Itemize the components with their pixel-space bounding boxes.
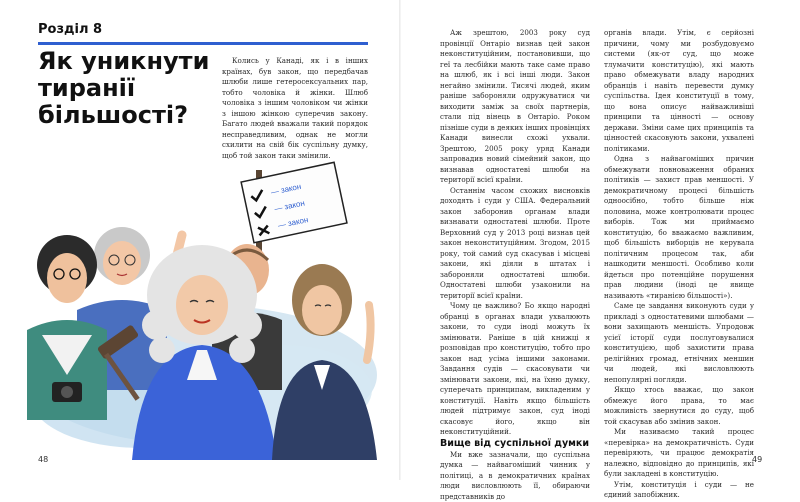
chapter-title xyxy=(38,48,213,129)
placard-line-3: — закон xyxy=(277,215,309,230)
paragraph: Утім, конституція і суди — не єдиний запобіжник. xyxy=(604,480,754,501)
right-page xyxy=(400,0,800,480)
section-rule xyxy=(38,42,368,45)
paragraph: Ми називаємо такий процес «перевірка» на демократичність. Суди перевіряють, чи працює демократія належно, відповідно до принципів, які були закладені в конституцію. xyxy=(604,427,754,480)
paragraph: Останнім часом схожих висновків доходять і суди у США. Федеральний закон заборонив органам влади визнавати одностатеві шлюби. Проте Верховний суд у 2013 році визнав цей закон неконституційним. Згодом, 2015 року, той самий суд скасував і місцеві закони, які діяли в штатах і забороняли одностатеві шлюби. Одностатеві шлюби узаконили на території всієї країни. xyxy=(440,186,590,302)
chapter-title-line-1: Як уникнути xyxy=(38,48,213,75)
chapter-title-line-3: більшості? xyxy=(38,102,213,129)
paragraph: Одна з найвагоміших причин обмежувати повноваження обраних політиків — захист прав меншості. У демократичному процесі більшість одноосібно, тобто більше ніж половина, може контролювати процес виборів. Тож ми приймаємо конституцію, бо вважаємо важливим, щоб більшість виборців не керувала політичним процесом так, аби нашкодити меншості. Особливо коли йдеться про потенційне порушення прав людини (іноді це явище називають «тиранією більшості»). xyxy=(604,154,754,301)
section-label: Розділ 8 xyxy=(38,22,102,37)
paragraph: Якщо хтось вважає, що закон обмежує його права, то має можливість звернутися до суду, щоб той скасував або змінив закон. xyxy=(604,385,754,427)
paragraph: Чому це важливо? Бо якщо народні обранці в органах влади ухвалюють закони, то суди іноді можуть їх змінювати. Раніше в цій книжці я розповідав про конституцію, тобто про закон над усіма іншими законами. Завдання судів — скасовувати чи змінювати закони, які, на їхню думку, суперечать принципам, викладеним у конституції. Навіть якщо більшість людей підтримує закон, суд іноді скасовує його, якщо він неконституційний. xyxy=(440,301,590,438)
chapter-title-line-2: тиранії xyxy=(38,75,213,102)
subheading: Вище від суспільної думки xyxy=(440,438,590,450)
text-column-1 xyxy=(440,28,590,502)
page-number-left: 48 xyxy=(38,455,48,464)
placard-line-2: — закон xyxy=(274,198,306,213)
left-page xyxy=(0,0,400,480)
placard-line-1: — закон xyxy=(270,182,302,197)
intro-paragraph: Колись у Канаді, як і в інших країнах, був закон, що передбачав шлюби лише гетеросексуальних пар, тобто чоловіка й жінки. Шлюб чоловіка з іншим чоловіком чи жінки з іншою жінкою суперечив закону. Багато людей вважали такий порядок несправедливим, однак не могли схилити на свій бік суспільну думку, щоб той закон таки змінили. xyxy=(222,56,368,161)
courtroom-illustration xyxy=(22,160,382,460)
paragraph: органів влади. Утім, є серйозні причини, чому ми розбудовуємо системи (як-от суд, що може тлумачити конституцію), які мають право обмежувати владу народних обранців і навіть перевести думку суспільства. Ідея конституції в тому, що вона описує найважливіші принципи та цінності — основу держави. Зміни саме цих принципів та цінностей скасовують закони, ухвалені політиками. xyxy=(604,28,754,154)
photographer-figure xyxy=(27,235,107,420)
page-number-right: 49 xyxy=(752,455,762,464)
paragraph: Саме це завдання виконують суди у прикладі з одностатевими шлюбами — вони захищають меншість. Упродовж усієї історії суди послуговувалися конституцією, щоб захистити права релігійних громад, етнічних меншин чи людей, які висловлюють непопулярні погляди. xyxy=(604,301,754,385)
intro-text xyxy=(222,56,368,161)
paragraph: Аж зрештою, 2003 року суд провінції Онтаріо визнав цей закон неконституційним, постановивши, що геї та лесбійки мають таке саме право на шлюб, як і всі інші люди. Закон негайно змінили. Тисячі людей, яким раніше забороняли одружуватися чи виходити заміж за своїх партнерів, стали під вінець в Онтаріо. Роком пізніше суди в деяких інших провінціях Канади винесли схожі ухвали. Зрештою, 2005 року уряд Канади запровадив новий сімейний закон, що визнавав одностатеві шлюби на території всієї країни. xyxy=(440,28,590,186)
paragraph: Ми вже зазначали, що суспільна думка — найвагоміший чинник у політиці, а в демократичних країнах люди висловлюють її, обираючи представників до xyxy=(440,450,590,502)
text-column-2 xyxy=(604,28,754,501)
